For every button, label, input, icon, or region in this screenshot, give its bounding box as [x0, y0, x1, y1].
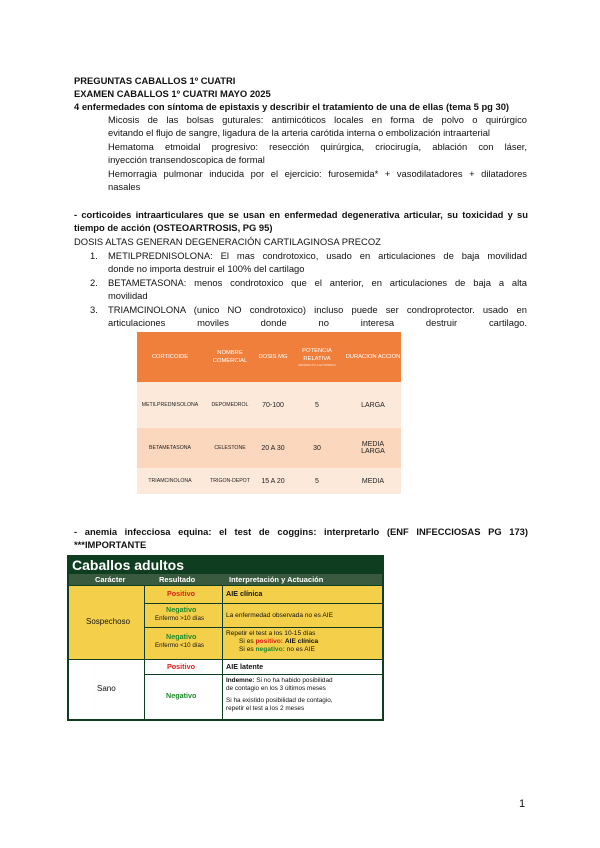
repetir-test-text: Repetir el test a los 10-15 días	[226, 630, 316, 637]
header-potencia: POTENCIA RELATIVA (RESPECTO A HCT/PRDN)	[298, 348, 336, 367]
q2-title: - corticoides intraarticulares que se usan en enfermedad degenerativa articular, su toxicidad y su tiempo de acción (OSTEOARTROSIS, PG 95)	[74, 209, 528, 233]
sospechoso-negativo-menos10-result	[145, 628, 222, 659]
aie-clinica-text: AIE clínica	[226, 589, 263, 598]
sospechoso-negativo-menos10-interp	[223, 628, 382, 659]
sano-label: Sano	[97, 684, 116, 693]
header-caracter: Carácter	[95, 575, 126, 584]
sano-positivo-interp	[223, 660, 382, 674]
exam-title: EXAMEN CABALLOS 1º CUATRI MAYO 2025	[74, 88, 271, 99]
cell-duracion: MEDIA	[361, 477, 385, 485]
header-corticoide: CORTICOIDE	[151, 354, 189, 360]
coggins-table-title: Caballos adultos	[72, 557, 185, 573]
si-negativo-line: Si es negativo: no es AIE	[239, 646, 315, 653]
negativo-label: Negativo	[166, 632, 197, 641]
sospechoso-cell	[69, 586, 144, 659]
q3-title: - anemia infecciosa equina: el test de coggins: interpretarlo (ENF INFECCIOSAS PG 173) ***IMPORTANTE	[74, 526, 528, 550]
sospechoso-positivo-result	[145, 586, 222, 603]
cell-nombre: CELESTONE	[214, 444, 246, 451]
header-nombre-comercial: NOMBRE COMERCIAL	[212, 350, 248, 364]
q1-item-3: Hemorragia pulmonar inducida por el ejercicio: furosemida* + vasodilatadores + dilatadores nasales	[108, 168, 527, 192]
q2-subtitle: DOSIS ALTAS GENERAN DEGENERACIÓN CARTILAGINOSA PRECOZ	[74, 236, 381, 247]
cell-potencia: 5	[315, 477, 319, 485]
cell-nombre: DEPOMEDROL	[211, 401, 249, 408]
enfermo-menos10-label: Enfermo <10 días	[155, 642, 205, 649]
no-aie-text: La enfermedad observada no es AIE	[226, 612, 334, 619]
cell-nombre: TRIGON-DEPOT	[210, 477, 250, 484]
sano-negativo-result	[145, 675, 222, 719]
cell-potencia: 5	[315, 401, 319, 409]
sano-negativo-interp	[223, 675, 382, 719]
q2-list-item-2: BETAMETASONA: menos condrotoxico que el anterior, en articulaciones de baja a alta movilidad	[108, 277, 527, 301]
table-header-row	[137, 332, 401, 382]
header-resultado: Resultado	[159, 575, 196, 584]
enfermo-mas10-label: Enfermo >10 días	[155, 615, 205, 622]
cell-dosis: 20 A 30	[261, 444, 285, 452]
indemne-text: Indemne: Si no ha habido posibilidad de contagio en los 3 últimos meses	[226, 677, 333, 692]
table-row	[137, 382, 401, 428]
q2-list-num-1: 1.	[90, 250, 98, 261]
q1-item-1: Micosis de las bolsas guturales: antimicóticos locales en forma de polvo o quirúrgico evitando el flujo de sangre, ligadura de la arteria carótida interna o embolización intraarterial	[108, 114, 527, 138]
cell-potencia: 30	[313, 444, 321, 452]
cell-duracion: MEDIA LARGA	[361, 441, 385, 455]
negativo-label: Negativo	[166, 691, 197, 700]
page-number: 1	[519, 798, 526, 810]
positivo-label: Positivo	[167, 662, 195, 671]
si-positivo-line: Si es positivo: AIE clínica	[239, 638, 319, 645]
contagio-text: Si ha existido posibilidad de contagio, repetir el test a los 2 meses	[226, 697, 333, 712]
coggins-table	[67, 555, 384, 721]
aie-latente-text: AIE latente	[226, 662, 264, 671]
cell-duracion: LARGA	[361, 401, 385, 409]
corticoid-table	[137, 332, 401, 494]
sospechoso-positivo-interp	[223, 586, 382, 603]
q2-list-num-2: 2.	[90, 277, 98, 288]
cell-dosis: 15 A 20	[261, 477, 285, 485]
cell-corticoide: BETAMETASONA	[149, 444, 191, 451]
table-row	[137, 468, 401, 494]
coggins-table-header	[69, 574, 382, 585]
cell-corticoide: METILPREDNISOLONA	[141, 401, 199, 408]
sospechoso-negativo-mas10-result	[145, 604, 222, 627]
q2-list-item-3: TRIAMCINOLONA (unico NO condrotoxico) incluso puede ser condroprotector. usado en articulaciones moviles donde no interesa destruir cartilago.	[108, 304, 527, 328]
header-dosis: DOSIS MG	[258, 354, 288, 360]
header-interpretacion: Interpretación y Actuación	[229, 575, 324, 584]
sano-positivo-result	[145, 660, 222, 674]
potencia-subtitle: (RESPECTO A HCT/PRDN)	[298, 363, 336, 367]
q2-list-item-1: METILPREDNISOLONA: El mas condrotoxico, usado en articulaciones de baja movilidad donde no importa destruir el 100% del cartilago	[108, 250, 527, 274]
table-row	[137, 428, 401, 468]
cell-dosis: 70-100	[262, 401, 284, 409]
header-duracion: DURACION ACCION	[345, 354, 401, 360]
negativo-label: Negativo	[166, 605, 197, 614]
cell-corticoide: TRIAMCINOLONA	[148, 477, 192, 484]
q1-item-2: Hematoma etmoidal progresivo: resección quirúrgica, criocirugía, ablación con láser, inyección transendoscopica de formal	[108, 141, 527, 165]
q1-title: 4 enfermedades con síntoma de epistaxis y describir el tratamiento de una de ellas (tema 5 pg 30)	[74, 101, 510, 112]
doc-title: PREGUNTAS CABALLOS 1º CUATRI	[74, 75, 236, 86]
sano-cell	[69, 660, 144, 719]
q2-list-num-3: 3.	[90, 304, 98, 315]
positivo-label: Positivo	[167, 589, 195, 598]
sospechoso-label: Sospechoso	[86, 617, 131, 626]
sospechoso-negativo-mas10-interp	[223, 604, 382, 627]
